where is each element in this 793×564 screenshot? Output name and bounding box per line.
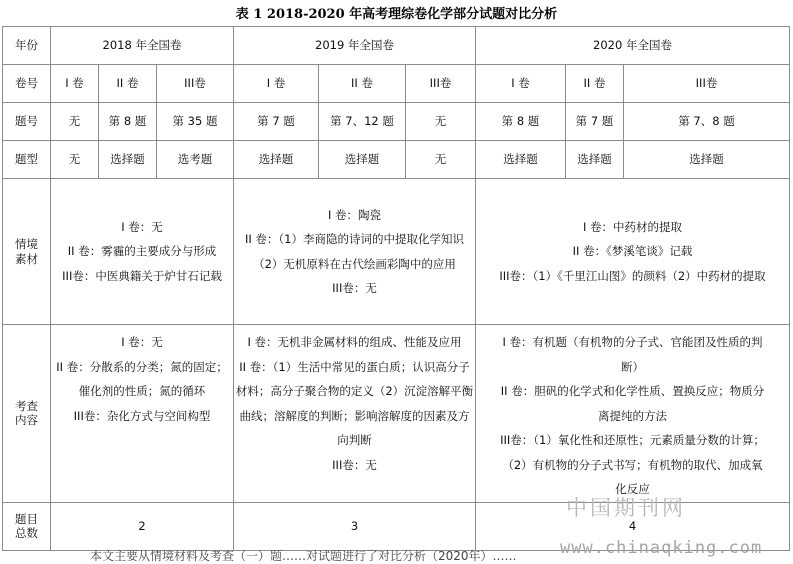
row-header-qnum: 题号 bbox=[3, 103, 51, 141]
qtype-cell: 选择题 bbox=[99, 141, 157, 179]
context-line: II 卷：（1）李商隐的诗词的中提取化学知识 bbox=[244, 232, 464, 246]
context-line: III卷：（1）《千里江山图》的颜料（2）中药材的提取 bbox=[499, 268, 766, 283]
content-line: 断） bbox=[621, 359, 644, 374]
paper-cell: I 卷 bbox=[51, 65, 99, 103]
year-row bbox=[3, 27, 790, 65]
watermark-url: www.chinaqking.com bbox=[560, 538, 763, 558]
content-line: 化反应 bbox=[615, 482, 650, 496]
qnum-cell: 第 7、8 题 bbox=[624, 103, 790, 141]
content-line: III卷：无 bbox=[332, 457, 377, 472]
row-header-line: 题目 bbox=[15, 511, 38, 526]
content-2018 bbox=[51, 325, 234, 503]
qnum-cell: 第 8 题 bbox=[99, 103, 157, 141]
question-type-row bbox=[3, 141, 790, 179]
total-2019: 3 bbox=[234, 502, 476, 550]
content-line: I 卷：无 bbox=[121, 335, 163, 349]
paper-cell: I 卷 bbox=[234, 65, 319, 103]
context-line: II 卷：雾霾的主要成分与形成 bbox=[67, 244, 217, 259]
row-header-paper: 卷号 bbox=[3, 65, 51, 103]
content-row bbox=[3, 325, 790, 503]
row-header-context bbox=[3, 179, 51, 325]
paper-cell: III卷 bbox=[406, 65, 476, 103]
qtype-cell: 选择题 bbox=[476, 141, 566, 179]
row-header-year: 年份 bbox=[3, 27, 51, 65]
content-line: III卷：杂化方式与空间构型 bbox=[73, 408, 211, 423]
qnum-cell: 第 8 题 bbox=[476, 103, 566, 141]
row-header-line: 素材 bbox=[15, 251, 38, 266]
context-line: （2）无机原料在古代绘画彩陶中的应用 bbox=[253, 256, 456, 271]
total-2020: 4 bbox=[476, 502, 790, 550]
row-header-line: 情境 bbox=[15, 237, 38, 252]
content-line: 离提纯的方法 bbox=[598, 408, 667, 423]
content-line: II 卷：分散系的分类；氮的固定； bbox=[56, 359, 228, 374]
context-line: I 卷：中药材的提取 bbox=[582, 219, 683, 234]
row-header-content bbox=[3, 325, 51, 503]
qtype-cell: 选择题 bbox=[319, 141, 406, 179]
paper-cell: III卷 bbox=[157, 65, 234, 103]
row-header-line: 总数 bbox=[15, 526, 38, 540]
paper-cell: II 卷 bbox=[566, 65, 624, 103]
context-line: I 卷：陶瓷 bbox=[327, 207, 382, 222]
context-line: III卷：中医典籍关于炉甘石记载 bbox=[62, 268, 222, 283]
context-row bbox=[3, 179, 790, 325]
row-header-line: 考查 bbox=[15, 398, 38, 413]
qtype-cell: 选择题 bbox=[566, 141, 624, 179]
row-header-qtype: 题型 bbox=[3, 141, 51, 179]
content-2019 bbox=[234, 325, 476, 503]
comparison-table bbox=[2, 26, 790, 551]
context-line: III卷：无 bbox=[332, 281, 377, 295]
row-header-total bbox=[3, 502, 51, 550]
paper-cell: II 卷 bbox=[319, 65, 406, 103]
paper-cell: III卷 bbox=[624, 65, 790, 103]
table-title: 表 1 2018-2020 年高考理综卷化学部分试题对比分析 bbox=[235, 7, 558, 22]
context-line: I 卷：无 bbox=[121, 219, 163, 234]
context-2019 bbox=[234, 179, 476, 325]
row-header-line: 内容 bbox=[15, 413, 38, 428]
question-number-row bbox=[3, 103, 790, 141]
content-line: 材料；高分子聚合物的定义（2）沉淀溶解平衡 bbox=[235, 384, 474, 398]
qtype-cell: 无 bbox=[406, 141, 476, 179]
total-2018: 2 bbox=[51, 502, 234, 550]
content-line: 向判断 bbox=[337, 433, 372, 447]
paper-cell: II 卷 bbox=[99, 65, 157, 103]
content-line: 催化剂的性质；氮的循环 bbox=[78, 384, 206, 398]
qtype-cell: 选考题 bbox=[157, 141, 234, 179]
qtype-cell: 选择题 bbox=[234, 141, 319, 179]
qtype-cell: 选择题 bbox=[624, 141, 790, 179]
year-2018: 2018 年全国卷 bbox=[51, 27, 234, 65]
content-line: （2）有机物的分子式书写；有机物的取代、加成氧 bbox=[502, 457, 763, 472]
qtype-cell: 无 bbox=[51, 141, 99, 179]
qnum-cell: 第 7、12 题 bbox=[319, 103, 406, 141]
year-2019: 2019 年全国卷 bbox=[234, 27, 476, 65]
watermark-cn: 中国期刊网 bbox=[566, 496, 686, 520]
context-2020 bbox=[476, 179, 790, 325]
content-line: I 卷：有机题（有机物的分子式、官能团及性质的判 bbox=[502, 335, 763, 349]
content-line: II 卷：胆矾的化学式和化学性质、置换反应；物质分 bbox=[500, 384, 765, 398]
qnum-cell: 第 7 题 bbox=[566, 103, 624, 141]
content-line: 曲线；溶解度的判断；影响溶解度的因素及方 bbox=[239, 408, 470, 423]
year-2020: 2020 年全国卷 bbox=[476, 27, 790, 65]
qnum-cell: 第 7 题 bbox=[234, 103, 319, 141]
qnum-cell: 无 bbox=[51, 103, 99, 141]
content-line: III卷：（1）氧化性和还原性；元素质量分数的计算； bbox=[500, 433, 765, 447]
context-2018 bbox=[51, 179, 234, 325]
paper-cell: I 卷 bbox=[476, 65, 566, 103]
paper-row bbox=[3, 65, 790, 103]
content-2020 bbox=[476, 325, 790, 503]
content-line: I 卷：无机非金属材料的组成、性能及应用 bbox=[247, 335, 462, 349]
qnum-cell: 无 bbox=[406, 103, 476, 141]
cut-off-body-text: 本文主要从情境材料及考查（一）题……对试题进行了对比分析（2020年）…… bbox=[90, 549, 517, 563]
content-line: II 卷：（1）生活中常见的蛋白质；认识高分子 bbox=[239, 359, 470, 374]
context-line: II 卷：《梦溪笔谈》记载 bbox=[572, 244, 693, 259]
qnum-cell: 第 35 题 bbox=[157, 103, 234, 141]
